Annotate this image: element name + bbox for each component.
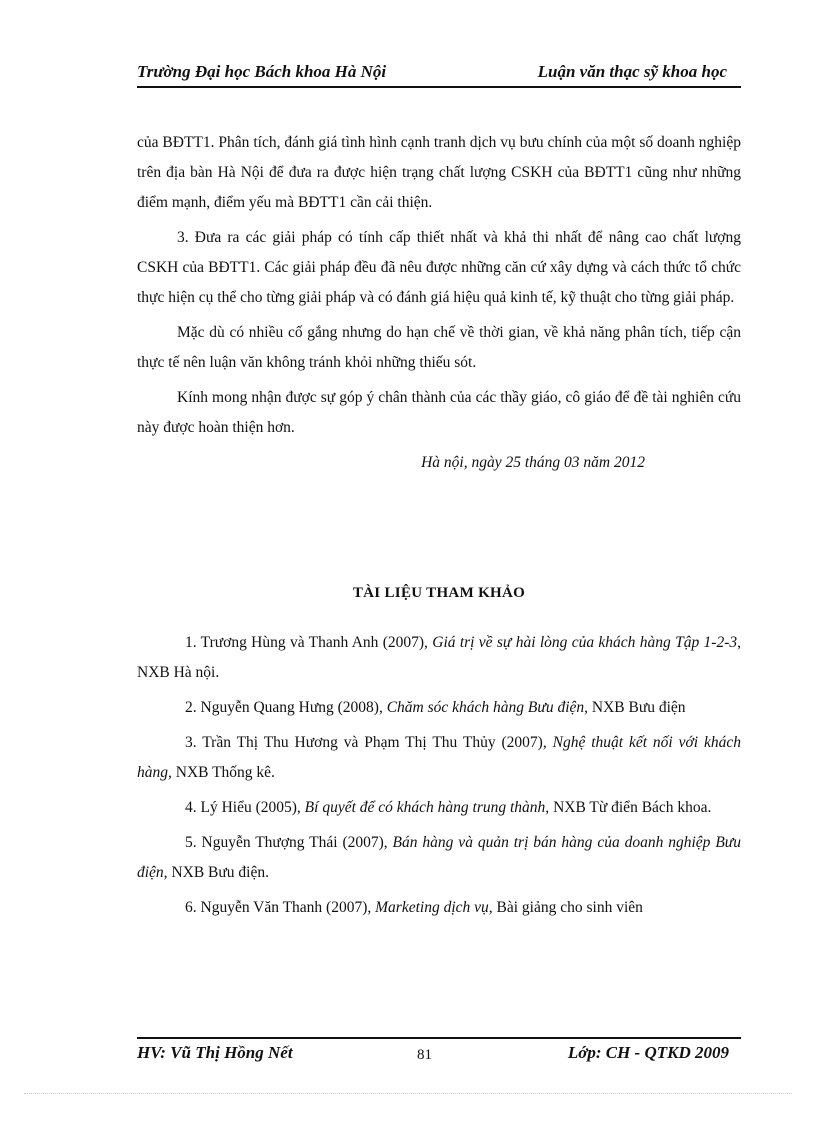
reference-title: Bán hàng và quản trị bán hàng của doanh nghiệp Bưu điện, (137, 834, 741, 881)
reference-publisher: NXB Bưu điện. (167, 864, 269, 881)
reference-title: Marketing dịch vụ, (375, 899, 493, 916)
reference-publisher: NXB Từ điển Bách khoa. (549, 799, 712, 816)
page-footer (137, 1037, 741, 1067)
reference-publisher: NXB Bưu điện (588, 699, 686, 716)
reference-title: Chăm sóc khách hàng Bưu điện, (386, 699, 589, 716)
page-content (137, 128, 741, 928)
footer-student: HV: Vũ Thị Hồng Nết (137, 1043, 293, 1062)
reference-author: 6. Nguyễn Văn Thanh (2007), (185, 899, 376, 916)
references-title: TÀI LIỆU THAM KHẢO (352, 585, 526, 601)
page-edge-divider (24, 1093, 792, 1094)
paragraph-3: Mặc dù có nhiều cố gắng nhưng do hạn chế về thời gian, về khả năng phân tích, tiếp cận thực tế nên luận văn không tránh khỏi những thiếu sót. (137, 324, 741, 371)
reference-item (137, 893, 741, 923)
footer-class: Lớp: CH - QTKD 2009 (567, 1043, 729, 1062)
reference-item (137, 793, 741, 823)
reference-item (137, 828, 741, 888)
paragraph-2: 3. Đưa ra các giải pháp có tính cấp thiết nhất và khả thi nhất để nâng cao chất lượng CSKH của BĐTT1. Các giải pháp đều đã nêu được những căn cứ xây dựng và cách thức tổ chức thực hiện cụ thể cho từng giải pháp và có đánh giá hiệu quả kinh tế, kỹ thuật cho từng giải pháp. (137, 229, 741, 306)
header-university: Trường Đại học Bách khoa Hà Nội (137, 62, 387, 81)
reference-publisher: Bài giảng cho sinh viên (492, 899, 643, 916)
reference-item (137, 728, 741, 788)
reference-title: Giá trị về sự hài lòng của khách hàng Tập 1-2-3, (432, 634, 741, 651)
paragraph-4: Kính mong nhận được sự góp ý chân thành của các thầy giáo, cô giáo để đề tài nghiên cứu này được hoàn thiện hơn. (137, 389, 741, 436)
page-header (137, 60, 741, 88)
reference-author: 4. Lý Hiểu (2005), (185, 799, 305, 816)
reference-publisher: NXB Hà nội. (137, 664, 220, 681)
reference-item (137, 628, 741, 688)
header-thesis-type: Luận văn thạc sỹ khoa học (537, 62, 727, 81)
reference-title: Nghệ thuật kết nối với khách hàng, (137, 734, 741, 781)
reference-author: 5. Nguyễn Thượng Thái (2007), (185, 834, 393, 851)
reference-author: 1. Trương Hùng và Thanh Anh (2007), (185, 634, 433, 651)
reference-author: 2. Nguyễn Quang Hưng (2008), (185, 699, 387, 716)
reference-title: Bí quyết để có khách hàng trung thành, (304, 799, 550, 816)
paragraph-1: của BĐTT1. Phân tích, đánh giá tình hình cạnh tranh dịch vụ bưu chính của một số doanh nghiệp trên địa bàn Hà Nội để đưa ra được hiện trạng chất lượng CSKH của BĐTT1 cũng như những điểm mạnh, điểm yếu mà BĐTT1 cần cải thiện. (137, 134, 741, 211)
reference-author: 3. Trần Thị Thu Hương và Phạm Thị Thu Thủy (2007), (185, 734, 553, 751)
reference-item (137, 693, 741, 723)
page-number: 81 (417, 1047, 432, 1063)
reference-publisher: NXB Thống kê. (171, 764, 275, 781)
signing-date: Hà nội, ngày 25 tháng 03 năm 2012 (421, 454, 645, 471)
